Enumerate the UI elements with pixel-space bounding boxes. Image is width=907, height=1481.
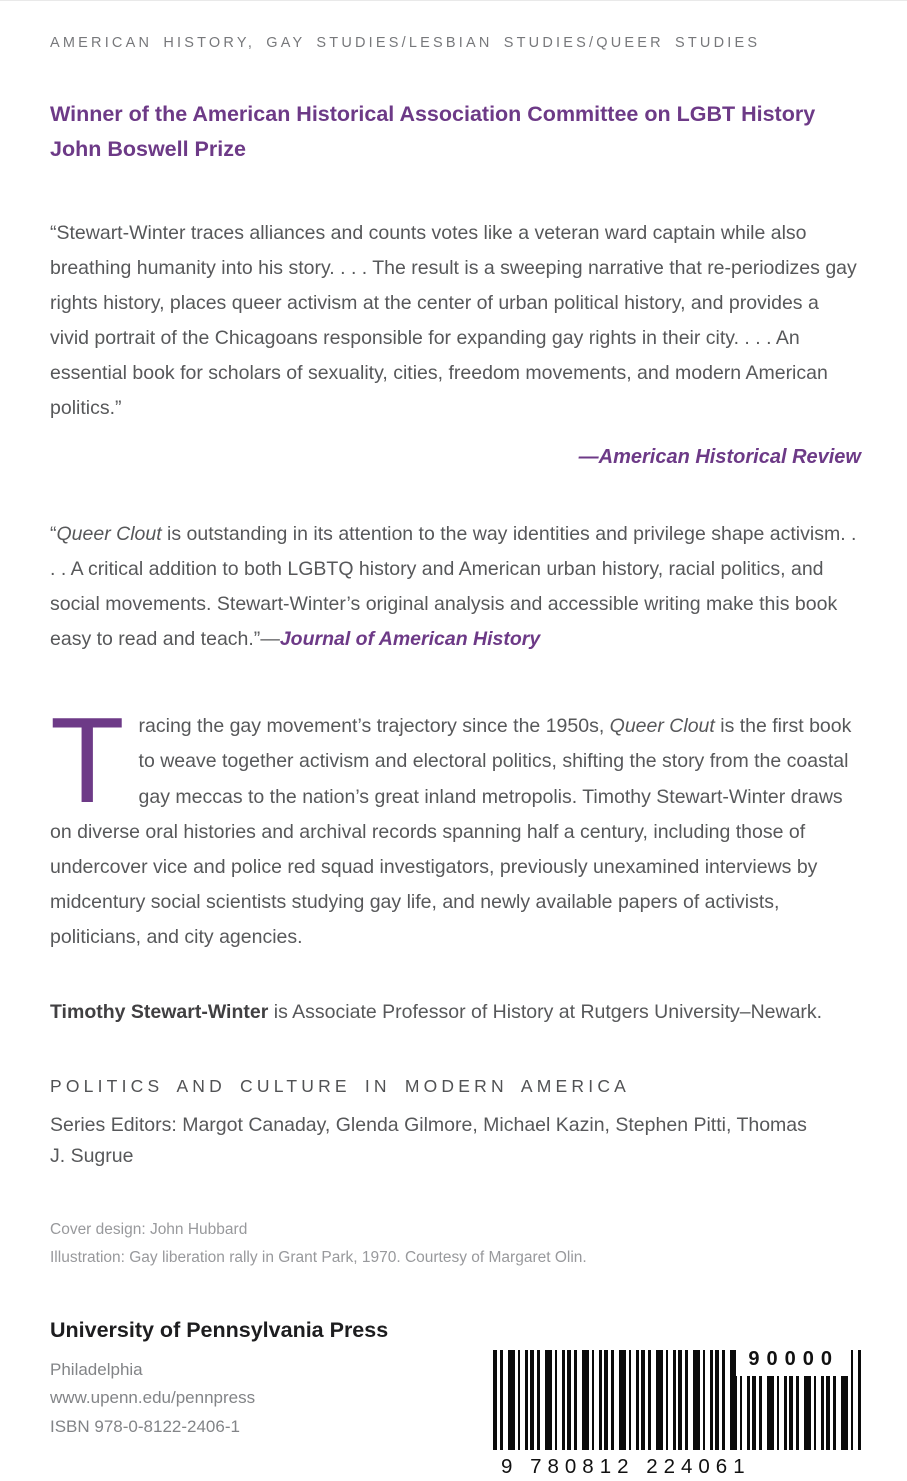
back-cover (0, 1, 907, 1481)
review-quote-2-text: is outstanding in its attention to the way identities and privilege shape activism. . . . A critical addition to both LGBTQ history and American urban history, racial politics, and social movements. Stewart-Winter’s original analysis and accessible writing make this book easy to read and teach.” (50, 523, 857, 651)
description-text-after-title: is the first book to weave together activism and electoral politics, shifting the story from the coastal gay meccas to the nation’s great inland metropolis. Timothy Stewart-Winter draws on diverse oral histories and archival records spanning half a century, including those of undercover vice and police red squad investigators, previously unexamined interviews by midcentury social scientists studying gay life, and newly available papers of activists, politicians, and city agencies. (50, 715, 852, 948)
review-1-attribution: —American Historical Review (578, 446, 861, 468)
author-name: Timothy Stewart-Winter (50, 1001, 269, 1024)
publisher-city: Philadelphia (50, 1360, 143, 1380)
barcode-number: 9 780812 224061 (493, 1450, 861, 1481)
series-title: POLITICS AND CULTURE IN MODERN AMERICA (50, 1076, 631, 1097)
illustration-credit: Illustration: Gay liberation rally in Grant Park, 1970. Courtesy of Margaret Olin. (50, 1249, 587, 1267)
publisher-block (50, 1318, 863, 1481)
description-text-before-title: racing the gay movement’s trajectory since the 1950s, (138, 715, 610, 738)
drop-cap: T (50, 692, 125, 829)
award-line-1: Winner of the American Historical Association Committee on LGBT History (50, 102, 816, 126)
category-line: AMERICAN HISTORY, GAY STUDIES/LESBIAN STUDIES/QUEER STUDIES (50, 35, 761, 51)
review-quote-1-text: “Stewart-Winter traces alliances and counts votes like a veteran ward captain while also breathing humanity into his story. . . . The result is a sweeping narrative that re-periodizes gay rights history, places queer activism at the center of urban political history, and provides a vivid portrait of the Chicagoans responsible for expanding gay rights in their city. . . . An essential book for scholars of sexuality, cities, freedom movements, and modern American politics.” (50, 221, 857, 420)
isbn-barcode (493, 1350, 861, 1481)
barcode-addon-code: 90000 (736, 1346, 849, 1376)
book-title-italic: Queer Clout (609, 715, 715, 738)
publisher-address (50, 1356, 255, 1441)
review-quote-1 (50, 216, 863, 427)
book-title-italic: Queer Clout (56, 523, 162, 545)
review-quote-2 (50, 517, 863, 657)
description-paragraph (50, 692, 863, 955)
review-2-attribution: Journal of American History (279, 628, 541, 651)
award-line-2: John Boswell Prize (50, 137, 246, 162)
cover-design-credit: Cover design: John Hubbard (50, 1221, 248, 1239)
publisher-isbn: ISBN 978-0-8122-2406-1 (50, 1416, 240, 1436)
author-bio-text: is Associate Professor of History at Rutgers University–Newark. (268, 1001, 823, 1024)
series-editors: Series Editors: Margot Canaday, Glenda Gilmore, Michael Kazin, Stephen Pitti, Thomas J. Sugrue (50, 1114, 807, 1168)
publisher-row (50, 1348, 863, 1481)
review-2-dash: — (260, 628, 280, 651)
publisher-website: www.upenn.edu/pennpress (50, 1388, 256, 1408)
publisher-name: University of Pennsylvania Press (50, 1318, 389, 1343)
credits-block (50, 1216, 863, 1272)
award-heading (50, 97, 863, 168)
author-bio (50, 1001, 863, 1024)
review-2-open-quote: “ (50, 523, 57, 545)
